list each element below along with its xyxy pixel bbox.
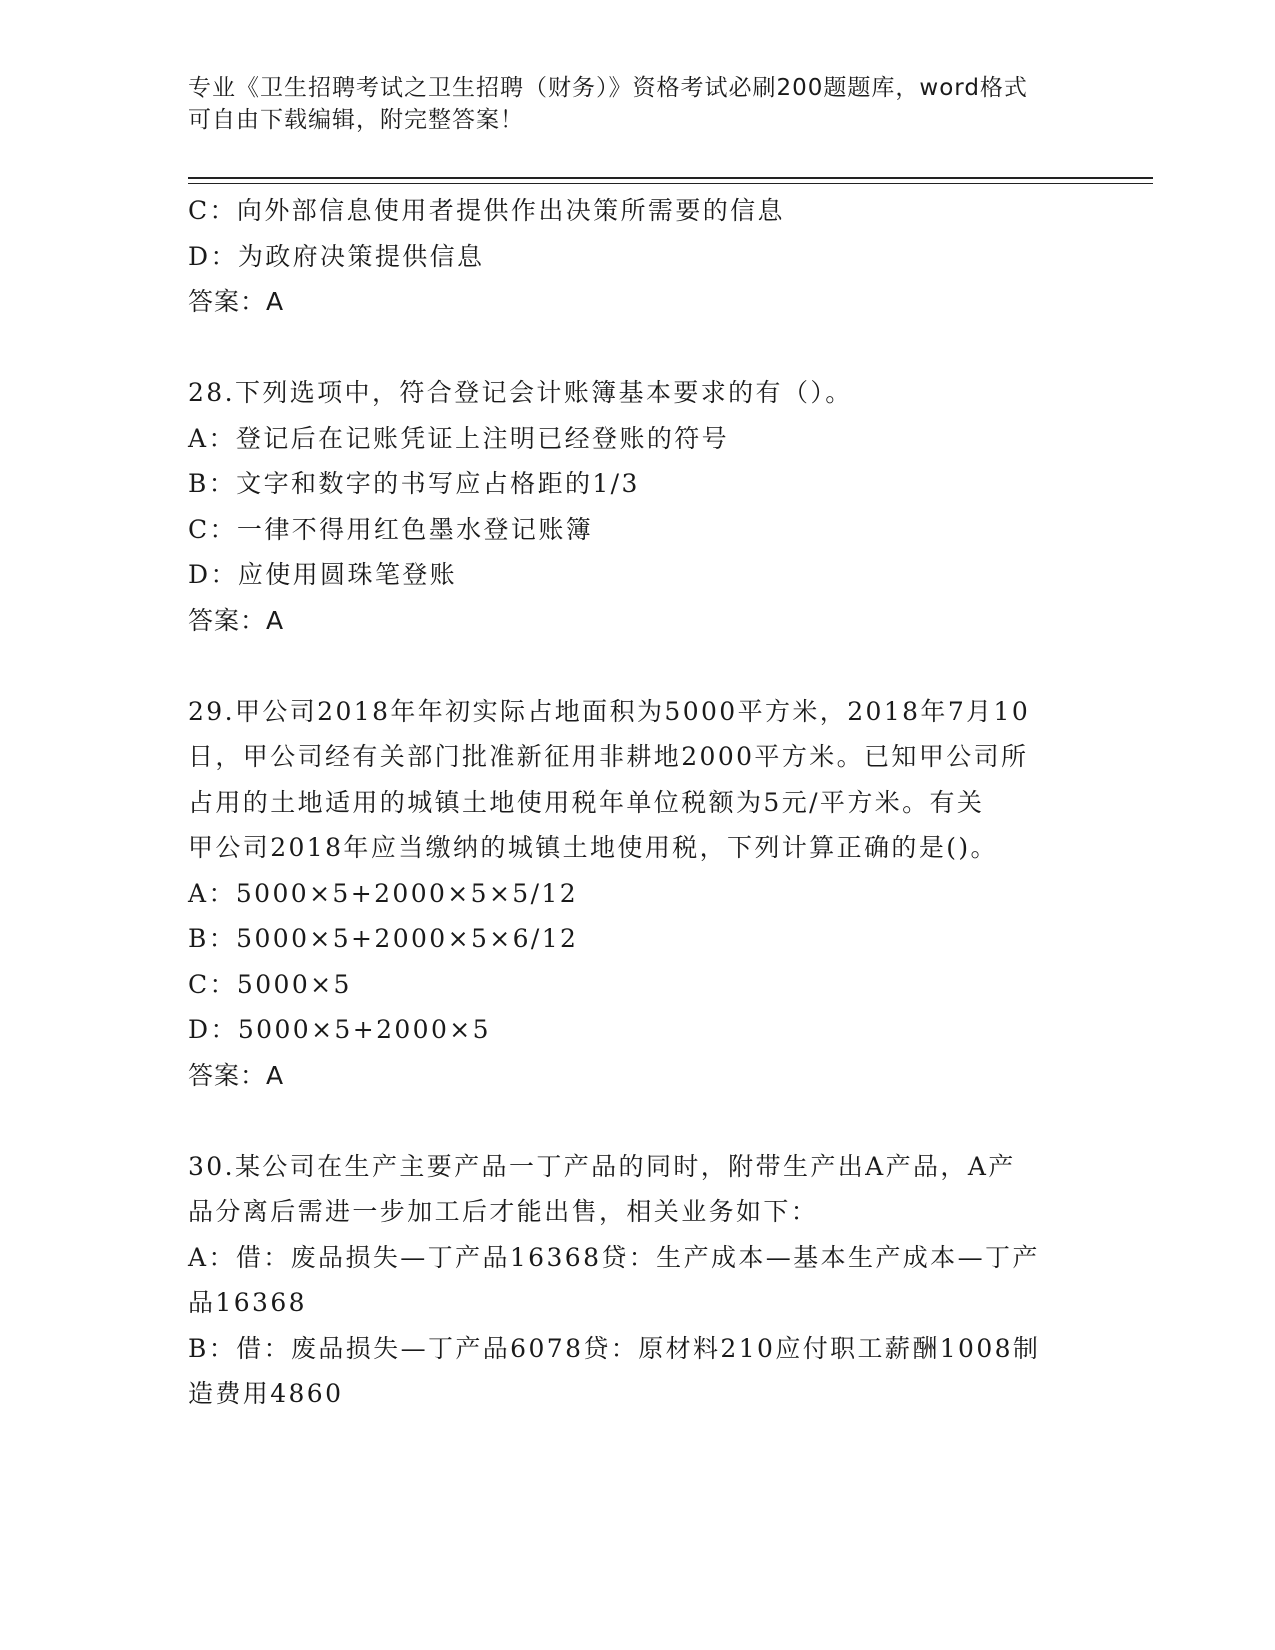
document-header [188, 72, 1068, 136]
q28-option-c: C：一律不得用红色墨水登记账簿 [188, 514, 594, 544]
q29-stem-line-3: 占用的土地适用的城镇土地使用税年单位税额为5元/平方米。有关 [188, 787, 985, 817]
q29-stem-line-2: 日，甲公司经有关部门批准新征用非耕地2000平方米。已知甲公司所 [188, 742, 1029, 771]
q30-option-a-line-2: 品16368 [188, 1288, 307, 1317]
q27-option-d: D：为政府决策提供信息 [188, 241, 485, 271]
q28-option-d: D：应使用圆珠笔登账 [188, 560, 458, 589]
q29-answer: 答案：A [188, 1060, 285, 1090]
q29-option-c: C：5000×5 [188, 969, 352, 999]
spacer [188, 643, 1088, 689]
q27-answer: 答案：A [188, 287, 285, 316]
q29-option-b: B：5000×5+2000×5×6/12 [188, 924, 579, 953]
q28-option-b: B：文字和数字的书写应占格距的1/3 [188, 469, 640, 498]
header-divider-thin [188, 183, 1153, 184]
q27-option-c: C：向外部信息使用者提供作出决策所需要的信息 [188, 196, 785, 225]
spacer [188, 325, 1088, 371]
q30-option-a-line-1: A：借：废品损失—丁产品16368贷：生产成本—基本生产成本—丁产 [188, 1242, 1040, 1272]
q29-option-d: D：5000×5+2000×5 [188, 1015, 491, 1044]
header-divider-thick [188, 177, 1153, 179]
q30-stem-line-1: 30.某公司在生产主要产品一丁产品的同时，附带生产出A产品，A产 [188, 1151, 1016, 1181]
spacer [188, 1098, 1088, 1144]
q30-option-b-line-2: 造费用4860 [188, 1379, 344, 1408]
q28-answer: 答案：A [188, 605, 285, 635]
q30-stem-line-2: 品分离后需进一步加工后才能出售，相关业务如下： [188, 1197, 819, 1226]
q29-stem-line-4: 甲公司2018年应当缴纳的城镇土地使用税，下列计算正确的是()。 [188, 833, 998, 862]
header-line-2: 可自由下载编辑，附完整答案！ [188, 107, 524, 133]
q28-stem: 28.下列选项中，符合登记会计账簿基本要求的有（）。 [188, 378, 853, 407]
q30-option-b-line-1: B：借：废品损失—丁产品6078贷：原材料210应付职工薪酬1008制 [188, 1333, 1041, 1363]
q29-stem-line-1: 29.甲公司2018年年初实际占地面积为5000平方米，2018年7月10 [188, 696, 1031, 726]
question-list [188, 188, 1088, 1417]
header-line-1: 专业《卫生招聘考试之卫生招聘（财务）》资格考试必刷200题题库，word格式 [188, 75, 1028, 101]
q29-option-a: A：5000×5+2000×5×5/12 [188, 878, 579, 908]
q28-option-a: A：登记后在记账凭证上注明已经登账的符号 [188, 423, 730, 453]
